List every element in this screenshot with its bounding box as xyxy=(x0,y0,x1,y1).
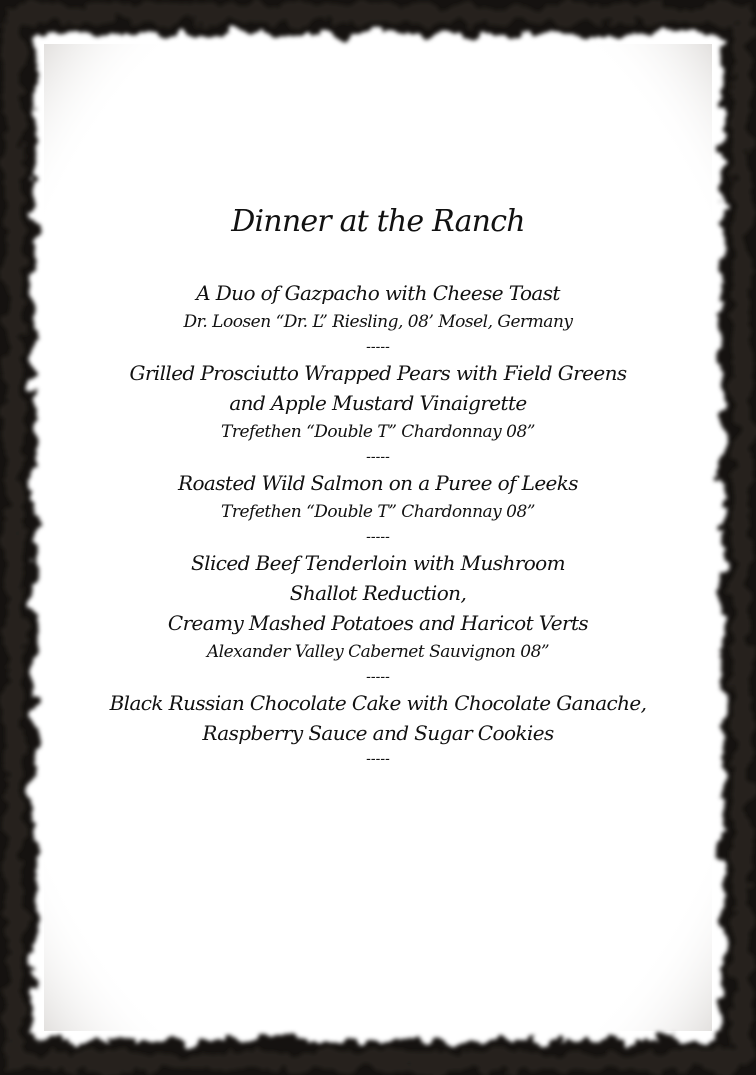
wine-pairing: Trefethen “Double T” Chardonnay 08” xyxy=(221,422,535,442)
course-separator: ----- xyxy=(366,751,390,767)
dish-name-continued: Raspberry Sauce and Sugar Cookies xyxy=(202,721,554,745)
dish-name: Black Russian Chocolate Cake with Chocolate Ganache, xyxy=(109,691,647,715)
wine-pairing: Trefethen “Double T” Chardonnay 08” xyxy=(221,502,535,522)
course-item xyxy=(60,278,696,358)
dish-name: Grilled Prosciutto Wrapped Pears with Field Greens and Apple Mustard Vinaigrette xyxy=(129,361,627,415)
dish-name: Roasted Wild Salmon on a Puree of Leeks xyxy=(178,471,578,495)
course-item xyxy=(60,688,696,770)
menu-title: Dinner at the Ranch xyxy=(231,204,525,239)
course-item xyxy=(60,358,696,468)
course-separator: ----- xyxy=(366,449,390,465)
wine-pairing: Alexander Valley Cabernet Sauvignon 08” xyxy=(206,642,550,662)
course-separator: ----- xyxy=(366,669,390,685)
course-item xyxy=(60,468,696,548)
dish-name: A Duo of Gazpacho with Cheese Toast xyxy=(196,281,560,305)
course-separator: ----- xyxy=(366,529,390,545)
course-list xyxy=(60,278,696,770)
course-item xyxy=(60,548,696,688)
dish-name-continued: Creamy Mashed Potatoes and Haricot Verts xyxy=(167,611,589,635)
dish-name: Sliced Beef Tenderloin with Mushroom Shallot Reduction, xyxy=(191,551,565,605)
wine-pairing: Dr. Loosen “Dr. L” Riesling, 08’ Mosel, Germany xyxy=(183,312,573,332)
course-separator: ----- xyxy=(366,339,390,355)
